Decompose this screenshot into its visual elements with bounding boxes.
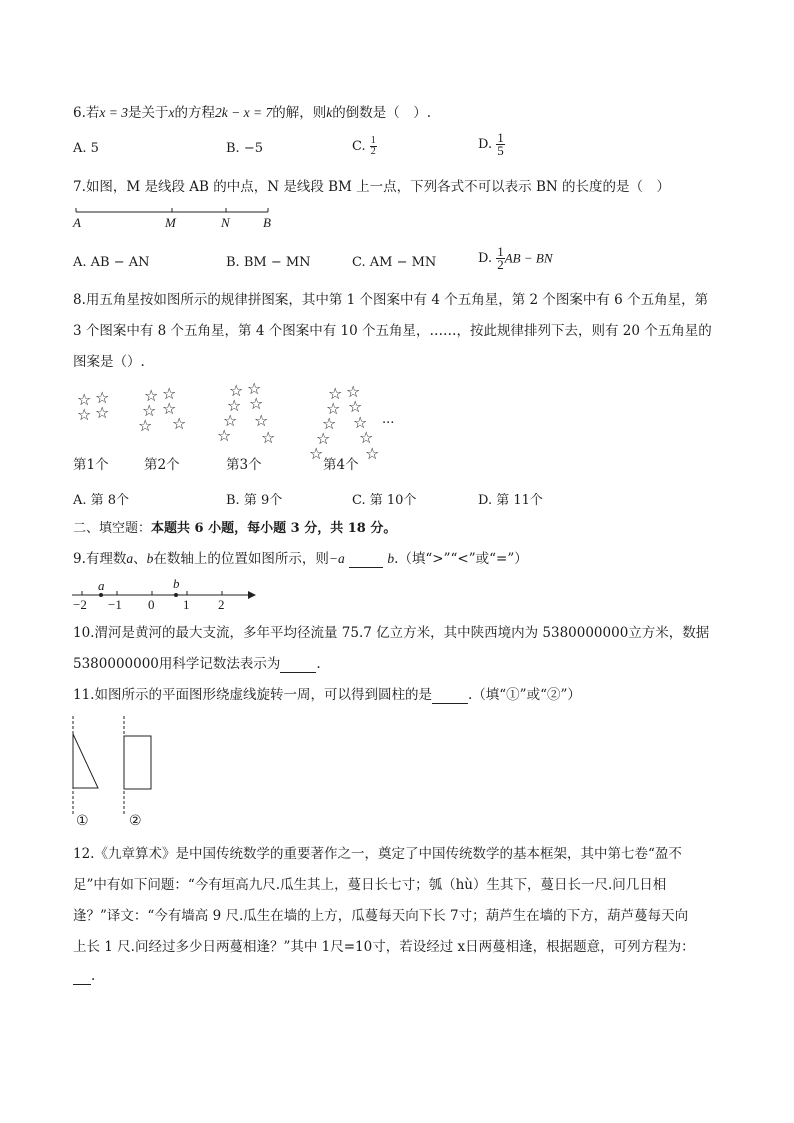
q6-k: k [326,105,333,120]
q12-stem-line3: 逢？”译文：“今有墙高 9 尺.瓜生在墙的上方，瓜蔓每天向下长 7寸；葫芦生在墙的下方，葫芦蔓每天向 [73,908,689,924]
star-icon: ☆ [144,386,159,405]
q12-line5-end: . [91,968,96,984]
section-2-title: 二、填空题： [73,521,152,536]
q9-var-b: b [146,551,154,566]
q6-option-c-fraction [370,136,377,157]
section-2-heading [73,520,396,538]
q6-text-mid1: 是关于 [128,105,169,121]
q9-separator: 、 [133,551,147,567]
section-2-detail: 本题共 6 小题，每小题 3 分，共 18 分。 [151,521,397,536]
q7-point-n: N [221,215,230,230]
q12-stem-line1: 12.《九章算术》是中国传统数学的重要著作之一，奠定了中国传统数学的基本框架，其中第七卷“盈不 [73,846,682,862]
q6-condition: x = 3 [99,105,128,120]
star-icon: ☆ [348,397,363,416]
q7-option-d-expression: AB − BN [504,250,553,266]
q8-option-d: D. 第 11个 [478,493,543,508]
q7-point-a: A [73,215,81,230]
q9-answer-blank[interactable] [349,553,383,568]
q7-option-d-numerator: 1 [497,244,504,259]
star-icon: ☆ [249,394,264,413]
star-icon: ☆ [359,428,374,447]
q6-text-pre: 6.若 [73,105,100,121]
q11-answer-blank[interactable] [432,689,468,704]
star-icon: ☆ [326,399,341,418]
star-icon: ☆ [322,414,337,433]
q12-stem-line2: 足”中有如下问题：“今有垣高九尺.瓜生其上，蔓日长七寸；瓠（hù）生其下，蔓日长一尺.问几日相 [73,877,667,893]
q6-option-b: B. −5 [226,141,263,156]
q9-var-a: a [126,551,134,566]
q12-stem-line4: 上长 1 尺.问经过多少日两蔓相逢？”其中 1尺=10寸，若设经过 x日两蔓相逢，根据题意，可列方程为： [73,939,695,955]
q7-option-d [478,246,553,271]
q6-equation: 2k − x = 7 [215,105,273,120]
q7-option-a: A. AB − AN [73,255,150,270]
q8-option-b: B. 第 9个 [226,493,283,508]
q9-tick-label: 1 [183,597,190,612]
q6-option-c-denominator: 2 [370,146,376,157]
q10-stem-line2 [73,655,321,673]
star-icon: ☆ [316,429,331,448]
q6-option-d-label: D. [478,137,493,152]
q6-option-a: A. 5 [73,141,99,156]
q6-option-d-fraction [496,132,505,157]
q11-label-2: ② [129,813,142,829]
star-icon: ☆ [142,401,157,420]
star-icon: ☆ [229,381,244,400]
star-icon: ☆ [227,396,242,415]
q8-option-a: A. 第 8个 [73,493,130,508]
star-icon: ☆ [346,382,361,401]
q9-text-pre: 9.有理数 [73,551,127,567]
q9-expression: −a [328,551,345,566]
q10-stem-line1: 10.渭河是黄河的最大支流，多年平均径流量 75.7 亿立方米，其中陕西境内为 5380000000立方米，数据 [73,625,710,641]
q9-text-post: .（填“>”“<”或“=”） [394,551,528,567]
star-icon: ☆ [217,426,232,445]
q11-figures [66,716,166,816]
q6-option-d [478,132,505,157]
q8-stem-line1: 8.用五角星按如图所示的规律拼图案，其中第 1 个图案中有 4 个五角星，第 2 个图案中有 6 个五角星，第 [73,292,709,308]
star-icon: ☆ [162,399,177,418]
q9-text-mid: 在数轴上的位置如图所示，则 [153,551,329,567]
q8-ellipsis: ... [382,412,395,427]
q8-option-c: C. 第 10个 [352,493,417,508]
star-icon: ☆ [261,428,276,447]
star-icon: ☆ [365,444,380,463]
q6-option-c-numerator: 1 [370,135,376,146]
star-icon: ☆ [254,411,269,430]
q7-point-b: B [263,215,271,230]
star-icon: ☆ [172,414,187,433]
star-icon: ☆ [309,444,324,463]
star-icon: ☆ [95,403,110,422]
q7-point-m: M [165,215,176,230]
q7-option-b: B. BM − MN [226,255,311,270]
star-icon: ☆ [353,413,368,432]
star-icon: ☆ [77,390,92,409]
q6-text-post: 的倒数是（ ）. [332,105,432,121]
q7-option-d-fraction [496,246,505,271]
q7-option-c: C. AM − MN [352,255,437,270]
q9-point-a-label: a [98,578,105,593]
q6-stem [73,104,431,122]
q7-option-d-label: D. [478,251,493,266]
star-icon: ☆ [162,384,177,403]
star-icon: ☆ [328,384,343,403]
q10-line2-text: 5380000000用科学记数法表示为 [73,656,281,672]
q6-option-c [352,136,377,157]
q6-option-d-denominator: 5 [497,143,504,158]
q9-stem [73,550,528,568]
q8-stem-line3: 图案是（）. [73,354,145,370]
star-icon: ☆ [247,379,262,398]
q10-answer-blank[interactable] [280,658,316,673]
q9-point-b-label: b [173,576,180,591]
q9-tick-label: 2 [218,597,225,612]
star-icon: ☆ [77,405,92,424]
q8-caption-3: 第3个 [226,457,262,473]
q9-tick-label: −2 [73,597,87,612]
q6-variable: x [168,105,175,120]
q6-option-d-numerator: 1 [497,130,504,145]
star-icon: ☆ [223,411,238,430]
q8-caption-1: 第1个 [73,457,109,473]
q6-text-mid2: 的方程 [174,105,215,121]
q11-text-end: .（填“①”或“②”） [467,687,581,703]
q6-option-c-label: C. [352,139,366,154]
q7-stem: 7.如图，M 是线段 AB 的中点，N 是线段 BM 上一点，下列各式不可以表示 BN 的长度的是（ ） [73,179,670,195]
star-icon: ☆ [95,388,110,407]
q8-stem-line2: 3 个图案中有 8 个五角星，第 4 个图案中有 10 个五角星，……，按此规律排列下去，则有 20 个五角星的 [73,323,712,339]
star-icon: ☆ [138,416,153,435]
q11-text: 11.如图所示的平面图形绕虚线旋转一周，可以得到圆柱的是 [73,687,432,703]
q9-tick-label: 0 [148,597,155,612]
q6-text-mid3: 的解，则 [272,105,327,121]
q8-caption-4: 第4个 [323,457,359,473]
q10-line2-end: . [316,656,321,672]
q12-stem-line5 [73,967,95,985]
q12-answer-blank[interactable] [73,970,91,985]
q8-caption-2: 第2个 [144,457,180,473]
q9-tick-label: −1 [108,597,122,612]
q7-option-d-denominator: 2 [497,257,504,272]
q11-label-1: ① [76,813,89,829]
q11-stem [73,686,581,704]
q9-var-b-2: b [387,551,395,566]
